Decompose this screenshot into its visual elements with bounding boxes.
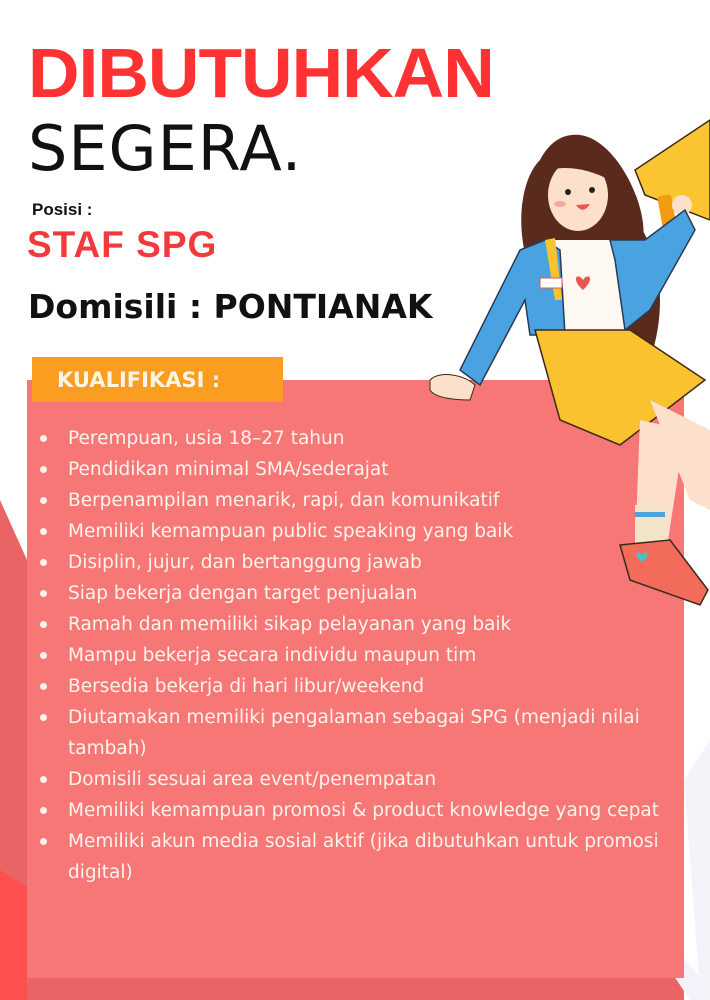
bullet-icon	[40, 466, 47, 473]
list-item: Disiplin, jujur, dan bertanggung jawab	[38, 547, 683, 578]
bullet-icon	[40, 776, 47, 783]
list-item: Berpenampilan menarik, rapi, dan komunikatif	[38, 485, 683, 516]
list-item: Memiliki kemampuan promosi & product knowledge yang cepat	[38, 795, 683, 826]
bullet-icon	[40, 838, 47, 845]
section-title-tag	[32, 357, 283, 402]
list-item: Bersedia bekerja di hari libur/weekend	[38, 671, 683, 702]
list-item: Ramah dan memiliki sikap pelayanan yang baik	[38, 609, 683, 640]
list-item: Perempuan, usia 18–27 tahun	[38, 423, 683, 454]
headline: DIBUTUHKAN	[28, 34, 494, 112]
bullet-icon	[40, 559, 47, 566]
position-value: STAF SPG	[27, 224, 218, 265]
list-item: Memiliki akun media sosial aktif (jika dibutuhkan untuk promosi digital)	[38, 826, 683, 888]
bullet-icon	[40, 714, 47, 721]
section-title: KUALIFIKASI :	[57, 367, 221, 392]
list-item: Siap bekerja dengan target penjualan	[38, 578, 683, 609]
bullet-icon	[40, 590, 47, 597]
bullet-icon	[40, 683, 47, 690]
bullet-icon	[40, 435, 47, 442]
list-item: Diutamakan memiliki pengalaman sebagai SPG (menjadi nilai tambah)	[38, 702, 683, 764]
bullet-icon	[40, 621, 47, 628]
list-item: Pendidikan minimal SMA/sederajat	[38, 454, 683, 485]
list-item: Domisili sesuai area event/penempatan	[38, 764, 683, 795]
bullet-icon	[40, 528, 47, 535]
subheadline: SEGERA.	[28, 112, 303, 185]
domicile-text: Domisili : PONTIANAK	[28, 287, 433, 326]
bullet-icon	[40, 807, 47, 814]
woman-with-megaphone-illustration	[420, 100, 710, 620]
bullet-icon	[40, 497, 47, 504]
list-item: Mampu bekerja secara individu maupun tim	[38, 640, 683, 671]
bullet-icon	[40, 652, 47, 659]
position-label: Posisi :	[32, 200, 93, 219]
list-item: Memiliki kemampuan public speaking yang baik	[38, 516, 683, 547]
